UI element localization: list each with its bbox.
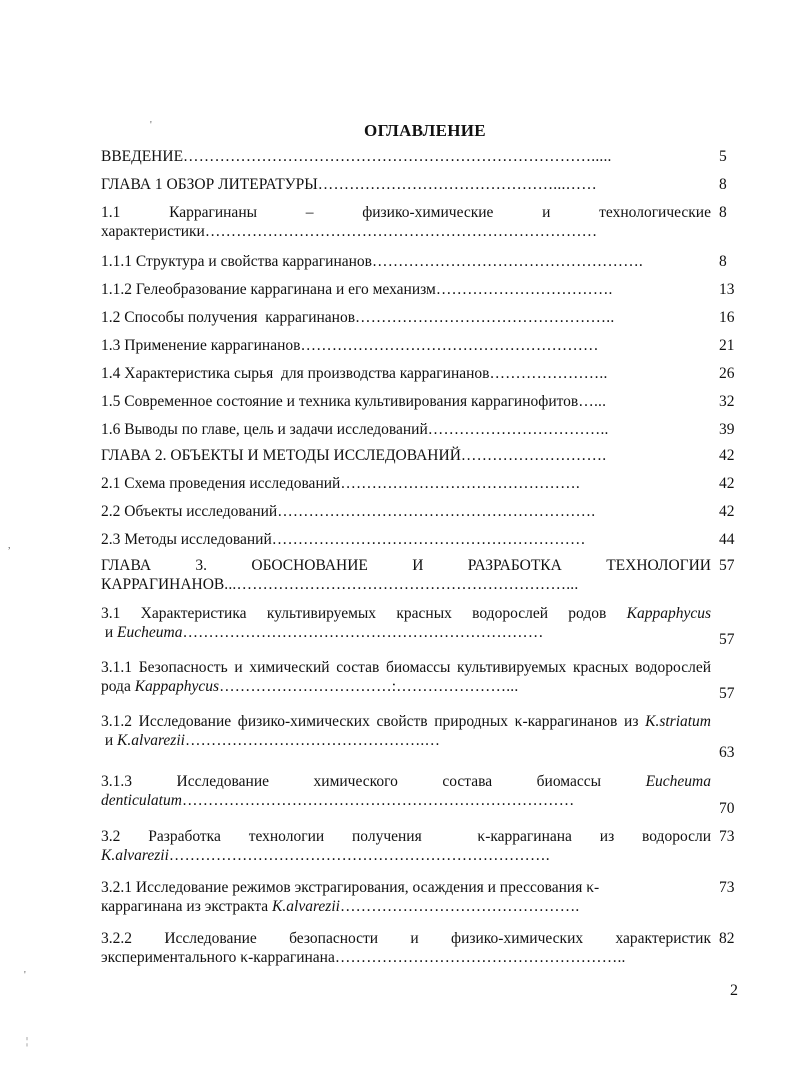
toc-entry-title: 1.4 Характеристика сырья для производства каррагинанов bbox=[101, 365, 490, 382]
toc-page-number: 57 bbox=[719, 631, 735, 648]
toc-entry-italic: K.alvarezii bbox=[101, 847, 169, 864]
toc-entry-italic: K.alvarezii bbox=[117, 732, 185, 749]
toc-entry[interactable] bbox=[101, 878, 745, 916]
scan-mark: ¦ bbox=[26, 1036, 29, 1047]
toc-entry[interactable] bbox=[101, 556, 745, 594]
toc-page-number: 82 bbox=[719, 930, 735, 947]
toc-page-number: 13 bbox=[719, 281, 735, 298]
toc-page-number: 57 bbox=[719, 685, 735, 702]
toc-leader-dots: ………………………………………………………………… bbox=[181, 792, 575, 809]
toc-leader-dots: ...………………………………………………………... bbox=[224, 576, 579, 593]
toc-leader-dots: ……………………………………………………. bbox=[277, 503, 596, 520]
toc-leader-dots: ……………………………:…………………... bbox=[219, 678, 519, 695]
toc-page-number: 8 bbox=[719, 253, 727, 270]
toc-leader-dots: …... bbox=[578, 393, 607, 410]
toc-entry-italic: Eucheuma bbox=[117, 624, 183, 641]
toc-entry[interactable] bbox=[101, 280, 745, 299]
toc-page-number: 73 bbox=[719, 828, 735, 845]
toc-leader-dots: ………………………………………………………………. bbox=[168, 847, 550, 864]
toc-entry-title: и bbox=[101, 732, 118, 749]
table-of-contents bbox=[101, 146, 745, 967]
toc-leader-dots: ………………………………………...…… bbox=[317, 176, 597, 193]
toc-entry[interactable] bbox=[101, 530, 745, 549]
toc-leader-dots: ……………………………………….… bbox=[184, 732, 441, 749]
toc-entry[interactable] bbox=[101, 604, 745, 648]
toc-entry[interactable] bbox=[101, 336, 745, 355]
toc-entry-title: 1.2 Способы получения каррагинанов bbox=[101, 309, 356, 326]
toc-leader-dots: ……………………………………………. bbox=[372, 253, 643, 270]
toc-entry-italic: K.striatum bbox=[645, 713, 711, 730]
toc-entry-title: 3.1.1 Безопасность и химический состав биомассы культивируемых красных водорослей рода bbox=[101, 659, 711, 695]
toc-leader-dots: ……………………………………………………………………..... bbox=[183, 148, 612, 165]
toc-page-number: 63 bbox=[719, 744, 735, 761]
toc-entry-italic: Eucheuma denticulatum bbox=[101, 773, 711, 809]
toc-entry[interactable] bbox=[101, 712, 745, 761]
toc-entry[interactable] bbox=[101, 203, 745, 241]
toc-page-number: 8 bbox=[719, 176, 727, 193]
toc-leader-dots: ………………………………………. bbox=[339, 898, 580, 915]
toc-leader-dots: …………………………….. bbox=[427, 421, 609, 438]
toc-page-number: 39 bbox=[719, 421, 735, 438]
toc-entry-title: 3.1 Характеристика культивируемых красных водорослей родов bbox=[101, 605, 627, 622]
toc-page-number: 16 bbox=[719, 309, 735, 326]
toc-entry[interactable] bbox=[101, 502, 745, 521]
toc-entry-italic: K.alvarezii bbox=[272, 898, 340, 915]
toc-entry[interactable] bbox=[101, 308, 745, 327]
toc-page-number: 73 bbox=[719, 879, 735, 896]
toc-page-number: 8 bbox=[719, 204, 727, 221]
toc-entry[interactable] bbox=[101, 658, 745, 702]
toc-entry-title: 1.3 Применение каррагинанов bbox=[101, 337, 301, 354]
toc-page-number: 42 bbox=[719, 503, 735, 520]
toc-leader-dots: …………………………………………………………… bbox=[182, 624, 544, 641]
toc-leader-dots: ………………….. bbox=[489, 365, 608, 382]
toc-entry[interactable] bbox=[101, 392, 745, 411]
toc-entry[interactable] bbox=[101, 420, 745, 439]
toc-entry-title: 1.5 Современное состояние и техника культивирования каррагинофитов bbox=[101, 393, 579, 410]
toc-page-number: 21 bbox=[719, 337, 735, 354]
toc-entry-title: 3.1.2 Исследование физико-химических свойств природных κ-каррагинанов из bbox=[101, 713, 646, 730]
toc-leader-dots: ………………………………………………… bbox=[300, 337, 599, 354]
page-number: 2 bbox=[730, 982, 738, 999]
toc-entry-title: 3.2.1 Исследование режимов экстрагирования, осаждения и прессования κ-каррагинана из экстракта bbox=[101, 879, 600, 915]
toc-entry-title: 1.1.1 Структура и свойства каррагинанов bbox=[101, 253, 372, 270]
toc-entry-title: 2.1 Схема проведения исследований bbox=[101, 475, 341, 492]
toc-entry-italic: Kappaphycus bbox=[134, 678, 220, 695]
toc-leader-dots: …………………………………………………… bbox=[271, 531, 586, 548]
toc-entry-title: 3.2 Разработка технологии получения κ-каррагинана из водоросли bbox=[101, 828, 715, 845]
toc-leader-dots: ……………………………. bbox=[435, 281, 613, 298]
toc-page-number: 5 bbox=[719, 148, 727, 165]
toc-entry-title: и bbox=[101, 624, 118, 641]
toc-entry[interactable] bbox=[101, 772, 745, 817]
toc-page-number: 32 bbox=[719, 393, 735, 410]
toc-entry[interactable] bbox=[101, 929, 745, 967]
toc-entry[interactable] bbox=[101, 446, 745, 465]
toc-page-number: 70 bbox=[719, 800, 735, 817]
toc-leader-dots: ………………………. bbox=[460, 447, 607, 464]
toc-entry[interactable] bbox=[101, 474, 745, 493]
toc-entry-title: 2.2 Объекты исследований bbox=[101, 503, 278, 520]
toc-leader-dots: ……………………………………………….. bbox=[334, 949, 626, 966]
toc-leader-dots: ………………………………………………………………… bbox=[204, 223, 598, 240]
page-title: ОГЛАВЛЕНИЕ bbox=[364, 121, 486, 140]
toc-entry[interactable] bbox=[101, 252, 745, 271]
toc-page-number: 42 bbox=[719, 475, 735, 492]
toc-entry-title: ВВЕДЕНИЕ bbox=[101, 148, 184, 165]
toc-entry-title: 3.1.3 Исследование химического состава биомассы bbox=[101, 773, 646, 790]
toc-entry-title: 2.3 Методы исследований bbox=[101, 531, 272, 548]
toc-entry-title: 3.2.2 Исследование безопасности и физико-химических характеристик экспериментального κ-каррагинана bbox=[101, 930, 715, 966]
toc-entry[interactable] bbox=[101, 827, 745, 865]
toc-entry-title: ГЛАВА 3. ОБОСНОВАНИЕ И РАЗРАБОТКА ТЕХНОЛОГИИ КАРРАГИНАНОВ bbox=[101, 557, 715, 593]
toc-entry-title: 1.1 Каррагинаны – физико-химические и технологические характеристики bbox=[101, 204, 715, 240]
scan-mark: ' bbox=[24, 970, 26, 981]
toc-leader-dots: ………………………………………. bbox=[340, 475, 580, 492]
toc-page-number: 42 bbox=[719, 447, 735, 464]
scan-mark: ' bbox=[150, 120, 152, 131]
toc-page-number: 26 bbox=[719, 365, 735, 382]
toc-entry-italic: Kappaphycus bbox=[626, 605, 711, 622]
toc-entry-title: 1.1.2 Гелеобразование каррагинана и его механизм bbox=[101, 281, 436, 298]
toc-entry-title: 1.6 Выводы по главе, цель и задачи исследований bbox=[101, 421, 428, 438]
toc-page-number: 57 bbox=[719, 557, 735, 574]
toc-entry-title: ГЛАВА 1 ОБЗОР ЛИТЕРАТУРЫ bbox=[101, 176, 318, 193]
toc-entry-title: ГЛАВА 2. ОБЪЕКТЫ И МЕТОДЫ ИССЛЕДОВАНИЙ bbox=[101, 447, 461, 464]
toc-entry[interactable] bbox=[101, 364, 745, 383]
toc-entry[interactable] bbox=[101, 147, 745, 166]
scan-mark: , bbox=[8, 540, 11, 551]
toc-entry[interactable] bbox=[101, 175, 745, 194]
toc-page-number: 44 bbox=[719, 531, 735, 548]
toc-leader-dots: ………………………………………….. bbox=[355, 309, 615, 326]
